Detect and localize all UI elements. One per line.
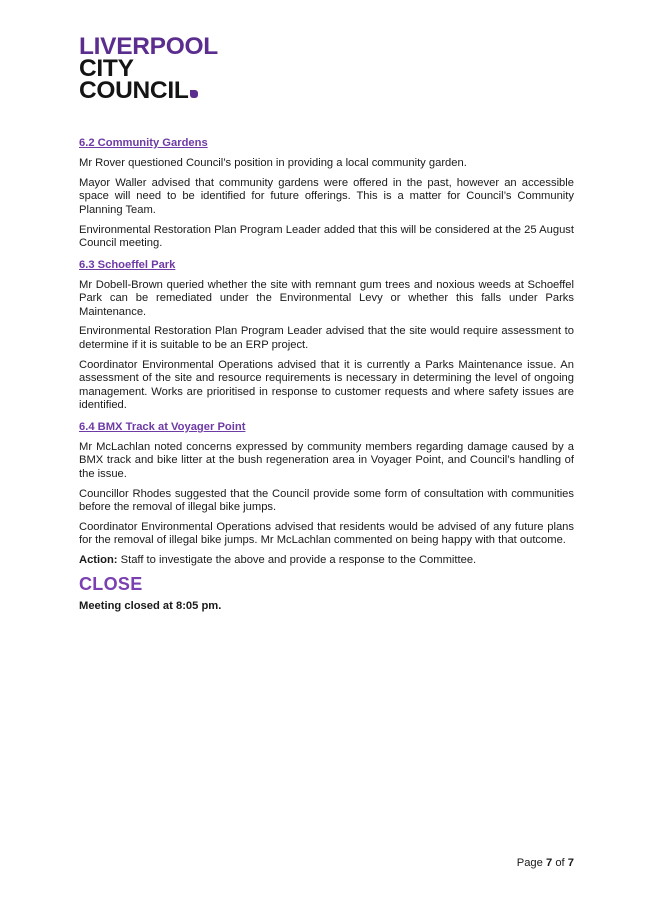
page-word: Page <box>516 857 546 869</box>
paragraph: Councillor Rhodes suggested that the Council provide some form of consultation with communities before the removal of illegal bike jumps. <box>79 487 574 513</box>
paragraph: Mr McLachlan noted concerns expressed by community members regarding damage caused by a BMX track and bike litter at the bush regeneration area in Voyager Point, and Council’s handling of the issue. <box>79 440 574 480</box>
logo-council-text: COUNCIL <box>79 77 189 104</box>
action-item <box>79 554 574 567</box>
section-heading: 6.3 Schoeffel Park <box>79 258 176 271</box>
logo-line-liverpool: LIVERPOOL <box>79 33 218 60</box>
paragraph: Coordinator Environmental Operations advised that residents would be advised of any future plans for the removal of illegal bike jumps. Mr McLachlan commented on being happy with that outcome. <box>79 520 574 547</box>
of-word: of <box>552 857 568 869</box>
paragraph: Mayor Waller advised that community gardens were offered in the past, however an accessible space will need to be identified for future offerings. This is a matter for Council’s Community Planning Team. <box>79 176 574 216</box>
current-page: 7 <box>545 857 553 869</box>
total-pages: 7 <box>567 857 574 869</box>
paragraph: Environmental Restoration Plan Program Leader advised that the site would require assessment to determine if it is suitable to be an ERP project. <box>79 325 574 351</box>
action-text: Staff to investigate the above and provide a response to the Committee. <box>117 554 477 567</box>
close-heading: CLOSE <box>79 574 143 595</box>
section-bmx-track <box>79 421 574 568</box>
paragraph: Mr Rover questioned Council’s position in providing a local community garden. <box>79 156 467 169</box>
logo-line-council <box>79 77 239 104</box>
logo-line-city: CITY <box>79 55 134 82</box>
logo-accent-square-icon <box>190 90 198 98</box>
page-number <box>0 857 574 870</box>
document-body <box>79 137 574 620</box>
paragraph: Coordinator Environmental Operations advised that it is currently a Parks Maintenance issue. An assessment of the site and resource requirements is necessary in determining the level of ongoing management. Works are prioritised in response to customer requests and where safety issues are identified. <box>79 358 574 411</box>
paragraph: Mr Dobell-Brown queried whether the site with remnant gum trees and noxious weeds at Schoeffel Park can be remediated under the Environmental Levy or whether this falls under Parks Maintenance. <box>79 278 574 318</box>
section-community-gardens <box>79 137 574 250</box>
section-schoeffel-park <box>79 259 574 413</box>
section-heading: 6.2 Community Gardens <box>79 137 208 149</box>
action-label: Action: <box>79 554 118 567</box>
meeting-closed-text: Meeting closed at 8:05 pm. <box>79 600 222 613</box>
section-heading: 6.4 BMX Track at Voyager Point <box>79 420 246 433</box>
council-logo <box>79 33 239 104</box>
paragraph: Environmental Restoration Plan Program Leader added that this will be considered at the 25 August Council meeting. <box>79 223 574 249</box>
